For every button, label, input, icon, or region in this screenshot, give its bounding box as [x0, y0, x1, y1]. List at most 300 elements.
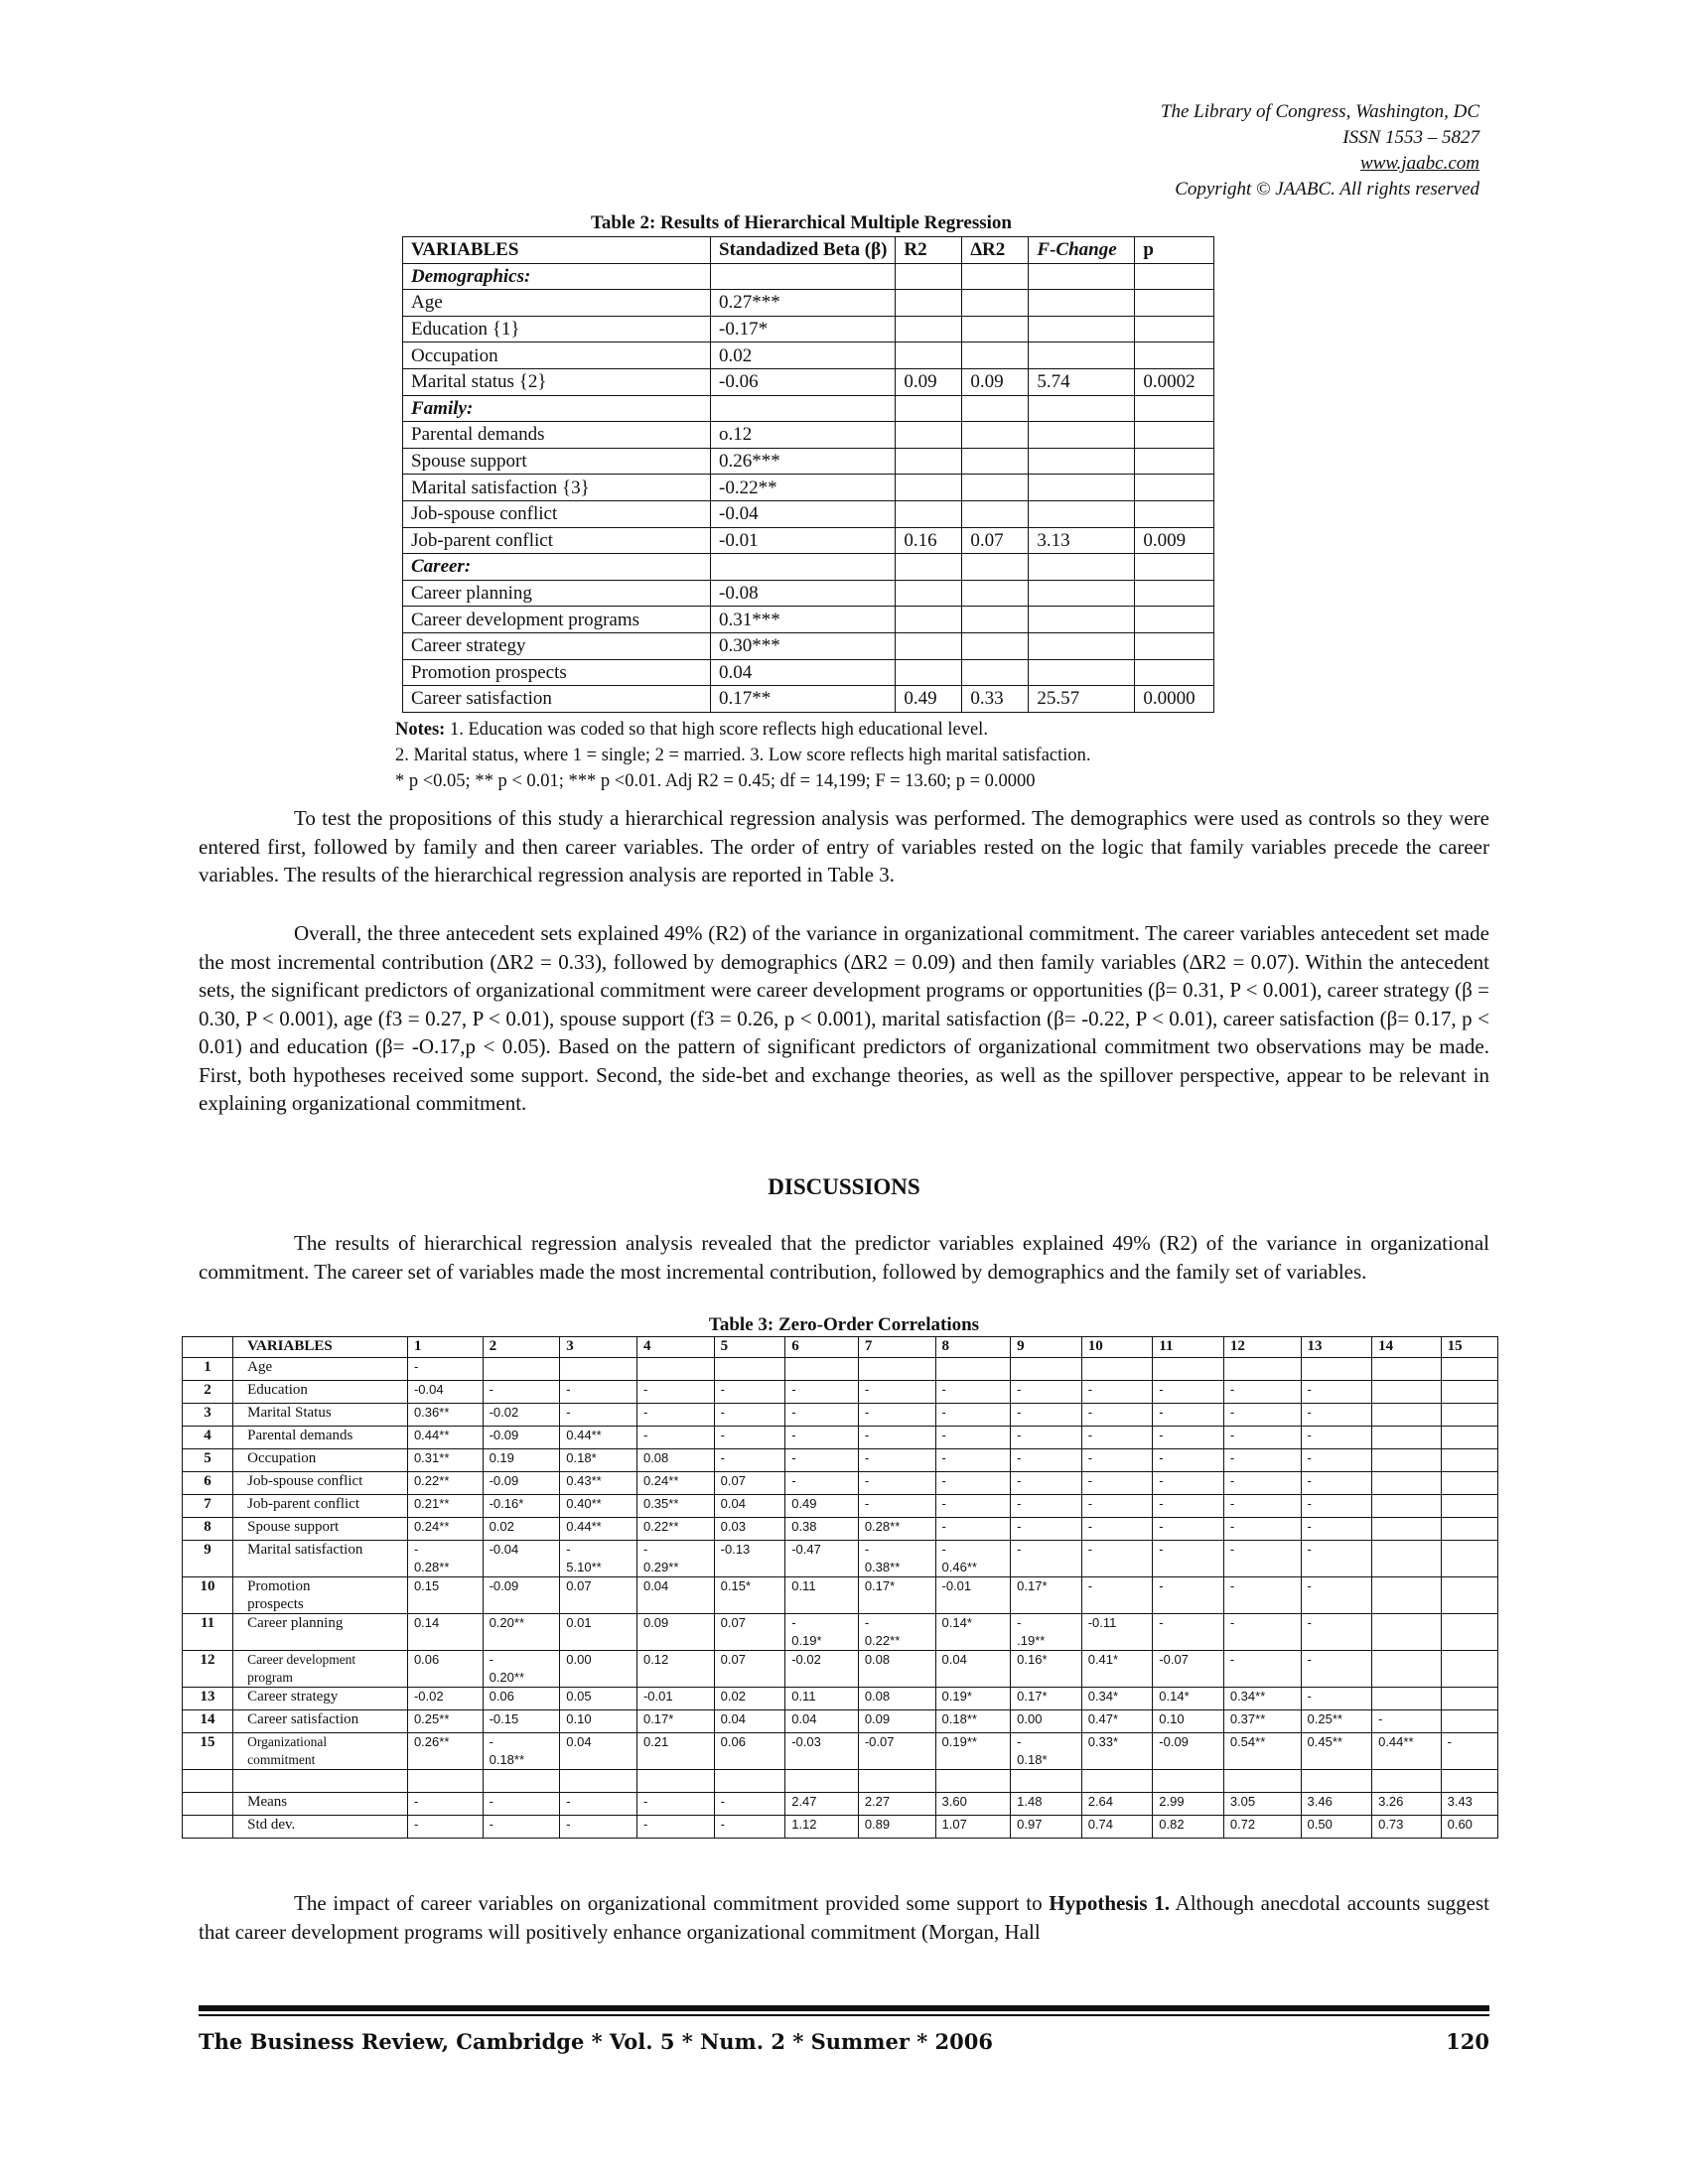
table3-value-cell [407, 1770, 483, 1793]
table3-value-cell: - 5.10** [560, 1541, 637, 1577]
table3-value-cell: 0.06 [407, 1651, 483, 1688]
table3-variable-name: Spouse support [233, 1518, 408, 1541]
table2-cell [896, 395, 962, 422]
table3-value-cell: - [1223, 1427, 1301, 1449]
table3-value-cell: 0.73 [1372, 1816, 1442, 1839]
table2-cell [1135, 554, 1214, 581]
table3-value-cell [1153, 1770, 1224, 1793]
table3-value-cell [636, 1358, 714, 1381]
table2-cell [962, 580, 1029, 607]
table3-value-cell: - 0.29** [636, 1541, 714, 1577]
table2-cell [896, 448, 962, 475]
table3-value-cell [1223, 1358, 1301, 1381]
table2-cell: 0.02 [711, 342, 896, 369]
table3-value-cell: - [1081, 1495, 1153, 1518]
table3-value-cell: - [1153, 1381, 1224, 1404]
table3-value-cell: -0.13 [714, 1541, 785, 1577]
table2-cell [1135, 395, 1214, 422]
table3-value-cell: - [1223, 1577, 1301, 1614]
table3-value-cell: 0.97 [1011, 1816, 1082, 1839]
table2-cell [896, 316, 962, 342]
table2-cell [711, 554, 896, 581]
table3-value-cell: 0.00 [560, 1651, 637, 1688]
table2-cell: 0.0000 [1135, 686, 1214, 713]
table2-cell: 0.33 [962, 686, 1029, 713]
table3-row-number: 15 [183, 1733, 233, 1770]
table2-row [403, 448, 1214, 475]
table3-value-cell: - [1301, 1651, 1372, 1688]
table3-value-cell: 0.14* [935, 1614, 1011, 1651]
table3-value-cell: - .19** [1011, 1614, 1082, 1651]
table2-row [403, 342, 1214, 369]
table3-value-cell: 0.44** [407, 1427, 483, 1449]
table3-value-cell: 0.04 [714, 1710, 785, 1733]
table2-header-cell: R2 [896, 237, 962, 264]
table3-value-cell: -0.07 [858, 1733, 935, 1770]
table3-value-cell: - [560, 1381, 637, 1404]
header-line-1: The Library of Congress, Washington, DC [1160, 101, 1479, 122]
table3-value-cell: - [1153, 1449, 1224, 1472]
table3-value-cell: - [1372, 1710, 1442, 1733]
table2-cell: 0.0002 [1135, 368, 1214, 395]
table3-header-cell: 8 [935, 1337, 1011, 1358]
correlation-table [182, 1336, 1498, 1839]
table2-cell [1135, 580, 1214, 607]
table3-value-cell [1372, 1381, 1442, 1404]
table3-value-cell: 0.43** [560, 1472, 637, 1495]
table3-row-number: 4 [183, 1427, 233, 1449]
table3-value-cell [858, 1358, 935, 1381]
table2-cell: -0.17* [711, 316, 896, 342]
table3-value-cell: - [407, 1816, 483, 1839]
table3-value-cell: -0.01 [935, 1577, 1011, 1614]
paragraph-1 [199, 804, 1489, 889]
table3-title: Table 3: Zero-Order Correlations [708, 1314, 980, 1335]
table3-row-number: 13 [183, 1688, 233, 1710]
table3-value-cell: - [636, 1427, 714, 1449]
table3-row-number: 12 [183, 1651, 233, 1688]
table3-variable-name: Career planning [233, 1614, 408, 1651]
table3-value-cell: 2.47 [785, 1793, 859, 1816]
table3-value-cell: - [858, 1404, 935, 1427]
table3-value-cell: 0.02 [483, 1518, 560, 1541]
table3-value-cell: 0.24** [636, 1472, 714, 1495]
table3-value-cell: - [560, 1793, 637, 1816]
table2-cell [1135, 422, 1214, 449]
table3-value-cell [1301, 1770, 1372, 1793]
table3-value-cell: - [1301, 1427, 1372, 1449]
table3-value-cell: 0.60 [1441, 1816, 1497, 1839]
table3-value-cell: -0.47 [785, 1541, 859, 1577]
table3-variable-name: Career satisfaction [233, 1710, 408, 1733]
table2-row [403, 607, 1214, 633]
note-1-text: 1. Education was coded so that high score reflects high educational level. [449, 720, 988, 740]
table2-cell: 5.74 [1029, 368, 1135, 395]
table3-value-cell: 0.22** [407, 1472, 483, 1495]
table3-value-cell: 0.36** [407, 1404, 483, 1427]
table2-cell [1135, 448, 1214, 475]
table3-value-cell: - [1081, 1577, 1153, 1614]
table2-cell [896, 422, 962, 449]
table2-cell: Career: [403, 554, 711, 581]
journal-header [1161, 99, 1479, 203]
table3-value-cell: -0.15 [483, 1710, 560, 1733]
table2-cell: Marital status {2} [403, 368, 711, 395]
table3-value-cell: 0.21 [636, 1733, 714, 1770]
table2-row [403, 500, 1214, 527]
table2-cell [1135, 659, 1214, 686]
table3-variable-name [233, 1770, 408, 1793]
table3-value-cell: 0.14 [407, 1614, 483, 1651]
table3-value-cell: - [636, 1381, 714, 1404]
table3-value-cell: - 0.38** [858, 1541, 935, 1577]
table3-value-cell: - [1081, 1404, 1153, 1427]
table3-header-cell: 15 [1441, 1337, 1497, 1358]
table2-row [403, 422, 1214, 449]
table2-notes [395, 717, 1091, 794]
table3-value-cell: 1.12 [785, 1816, 859, 1839]
table2-cell [896, 263, 962, 290]
table2-cell [1029, 607, 1135, 633]
table3-value-cell [935, 1770, 1011, 1793]
table3-value-cell: - [1011, 1381, 1082, 1404]
table3-value-cell: - [1223, 1495, 1301, 1518]
table2-cell [1135, 263, 1214, 290]
paragraph-4 [199, 1889, 1489, 1946]
table2-title: Table 2: Results of Hierarchical Multiple Regression [591, 212, 1012, 233]
table2-cell [1135, 342, 1214, 369]
table3-row [183, 1404, 1498, 1427]
table3-value-cell: - [1301, 1518, 1372, 1541]
table2-cell: Promotion prospects [403, 659, 711, 686]
table3-value-cell: - [1301, 1381, 1372, 1404]
table3-value-cell: 0.74 [1081, 1816, 1153, 1839]
table3-value-cell: - [714, 1816, 785, 1839]
paragraph-4-text-b: Although anecdotal accounts suggest that career development programs will positively enhance organizational commitment (Morgan, Hall [199, 1891, 1490, 1944]
table3-row [183, 1381, 1498, 1404]
table2-cell [896, 475, 962, 501]
table2-cell [962, 342, 1029, 369]
table2-cell [1029, 500, 1135, 527]
table3-value-cell: 1.07 [935, 1816, 1011, 1839]
table2-cell: -0.22** [711, 475, 896, 501]
table3-value-cell: 0.19** [935, 1733, 1011, 1770]
table3-value-cell [560, 1358, 637, 1381]
table2-header-cell: Standadized Beta (β) [711, 237, 896, 264]
table2-cell [1029, 263, 1135, 290]
table2-cell: 0.07 [962, 527, 1029, 554]
table3-row [183, 1495, 1498, 1518]
table2-cell [711, 263, 896, 290]
table2-cell: Age [403, 290, 711, 317]
table3-value-cell: - [785, 1427, 859, 1449]
table3-value-cell: 3.26 [1372, 1793, 1442, 1816]
table3-value-cell [1372, 1472, 1442, 1495]
table3-value-cell: - [1223, 1449, 1301, 1472]
table3-value-cell: - [935, 1381, 1011, 1404]
table3-header-cell: 5 [714, 1337, 785, 1358]
table2-header-row [403, 237, 1214, 264]
table2-cell: -0.01 [711, 527, 896, 554]
table2-row [403, 475, 1214, 501]
table2-row [403, 290, 1214, 317]
table3-value-cell: - [714, 1793, 785, 1816]
table3-value-cell [1081, 1770, 1153, 1793]
table3-value-cell [1372, 1427, 1442, 1449]
table2-cell: 0.09 [896, 368, 962, 395]
table3-value-cell [1372, 1358, 1442, 1381]
table2-cell [962, 475, 1029, 501]
table3-value-cell [1372, 1404, 1442, 1427]
table3-value-cell: -0.01 [636, 1688, 714, 1710]
table2-cell [1029, 448, 1135, 475]
table3-header-cell: 10 [1081, 1337, 1153, 1358]
table2-note-1 [395, 717, 1091, 743]
table2-cell: Career planning [403, 580, 711, 607]
table3-value-cell: -0.09 [1153, 1733, 1224, 1770]
table3-value-cell: - [560, 1404, 637, 1427]
table3-value-cell: 3.05 [1223, 1793, 1301, 1816]
table3-value-cell: - [636, 1793, 714, 1816]
table3-header-cell: 12 [1223, 1337, 1301, 1358]
table2-cell [896, 659, 962, 686]
table3-value-cell: - [483, 1793, 560, 1816]
table3-value-cell: - [1223, 1651, 1301, 1688]
table3-value-cell: - [1081, 1427, 1153, 1449]
table3-variable-name: Job-spouse conflict [233, 1472, 408, 1495]
table3-value-cell: 2.27 [858, 1793, 935, 1816]
table2-cell: 0.009 [1135, 527, 1214, 554]
table3-row-number: 14 [183, 1710, 233, 1733]
table2-cell [711, 395, 896, 422]
table3-value-cell: - [1153, 1427, 1224, 1449]
table3-value-cell: 0.28** [858, 1518, 935, 1541]
table3-value-cell: 0.89 [858, 1816, 935, 1839]
table3-value-cell: 0.04 [935, 1651, 1011, 1688]
table3-value-cell: -0.02 [407, 1688, 483, 1710]
table3-value-cell: 0.20** [483, 1614, 560, 1651]
table3-value-cell: - [1223, 1541, 1301, 1577]
table3-value-cell: 0.07 [714, 1614, 785, 1651]
table2-cell: 0.09 [962, 368, 1029, 395]
table3-value-cell: - [1301, 1449, 1372, 1472]
table3-value-cell: - [714, 1404, 785, 1427]
table3-value-cell: - [1301, 1541, 1372, 1577]
table3-value-cell [1081, 1358, 1153, 1381]
table2-cell [1135, 607, 1214, 633]
table3-row-number: 5 [183, 1449, 233, 1472]
table2-row [403, 263, 1214, 290]
table3-row [183, 1472, 1498, 1495]
table3-value-cell: - [935, 1404, 1011, 1427]
table3-value-cell [1441, 1358, 1497, 1381]
table3-value-cell: 3.46 [1301, 1793, 1372, 1816]
table3-variable-name: Promotion prospects [233, 1577, 408, 1614]
table3-value-cell [1441, 1381, 1497, 1404]
table2-cell: 0.49 [896, 686, 962, 713]
table2-cell [1029, 475, 1135, 501]
table3-value-cell: - [1011, 1495, 1082, 1518]
table2-cell: Career strategy [403, 632, 711, 659]
table3-value-cell: 0.38 [785, 1518, 859, 1541]
table3-header-cell: 3 [560, 1337, 637, 1358]
table2-row [403, 368, 1214, 395]
table3-value-cell: - [1153, 1404, 1224, 1427]
table2-cell: Spouse support [403, 448, 711, 475]
table2-row [403, 554, 1214, 581]
table3-value-cell: - [1153, 1518, 1224, 1541]
table2-cell: 3.13 [1029, 527, 1135, 554]
table3-value-cell [1441, 1614, 1497, 1651]
table3-value-cell: - [785, 1449, 859, 1472]
journal-url-link[interactable]: www.jaabc.com [1360, 153, 1479, 174]
table3-value-cell [1441, 1577, 1497, 1614]
regression-table [402, 236, 1214, 713]
table3-value-cell [1441, 1688, 1497, 1710]
table3-value-cell: - [1301, 1472, 1372, 1495]
table2-cell: 25.57 [1029, 686, 1135, 713]
table3-value-cell: - [714, 1427, 785, 1449]
table3-value-cell [785, 1770, 859, 1793]
table2-header-cell: VARIABLES [403, 237, 711, 264]
table3-value-cell: 0.04 [636, 1577, 714, 1614]
hypothesis-label: Hypothesis 1. [1049, 1891, 1170, 1915]
table3-value-cell [1372, 1688, 1442, 1710]
table2-cell [1135, 290, 1214, 317]
table2-cell: 0.31*** [711, 607, 896, 633]
table3-value-cell: -0.09 [483, 1577, 560, 1614]
table3-value-cell: - [858, 1381, 935, 1404]
table3-value-cell: 0.72 [1223, 1816, 1301, 1839]
table3-value-cell: - 0.22** [858, 1614, 935, 1651]
table3-value-cell: - [1011, 1427, 1082, 1449]
table3-value-cell: -0.09 [483, 1427, 560, 1449]
table2-cell [1029, 659, 1135, 686]
paragraph-4-text-a: The impact of career variables on organizational commitment provided some support to [294, 1891, 1050, 1915]
table2-cell: 0.04 [711, 659, 896, 686]
table2-cell [1029, 632, 1135, 659]
table2-cell: 0.26*** [711, 448, 896, 475]
footer-rule-thick [199, 2005, 1489, 2011]
table2-cell [896, 607, 962, 633]
table3-value-cell: 0.31** [407, 1449, 483, 1472]
table3-value-cell: 0.09 [858, 1710, 935, 1733]
table2-cell [962, 632, 1029, 659]
paragraph-1-text: To test the propositions of this study a hierarchical regression analysis was performed. The demographics were used as controls so they were entered first, followed by family and then career variables. The order of entry of variables rested on the logic that family variables precede the career variables. The results of the hierarchical regression analysis are reported in Table 3. [199, 806, 1489, 887]
table3-value-cell: 0.08 [858, 1688, 935, 1710]
table2-cell [962, 290, 1029, 317]
table3-value-cell: 0.09 [636, 1614, 714, 1651]
table3-value-cell: - [785, 1381, 859, 1404]
table3-value-cell [1441, 1404, 1497, 1427]
table3-value-cell: 0.17* [1011, 1577, 1082, 1614]
paragraph-3 [199, 1229, 1489, 1286]
table3-variable-name: Age [233, 1358, 408, 1381]
table3-row-number: 7 [183, 1495, 233, 1518]
table3-row-number: 1 [183, 1358, 233, 1381]
table3-value-cell: -0.04 [483, 1541, 560, 1577]
table3-value-cell [1441, 1449, 1497, 1472]
table3-value-cell: -0.16* [483, 1495, 560, 1518]
table3-value-cell: 0.17* [1011, 1688, 1082, 1710]
table3-value-cell: 0.11 [785, 1688, 859, 1710]
table2-cell: Career satisfaction [403, 686, 711, 713]
table3-value-cell: - [1153, 1614, 1224, 1651]
table2-row [403, 395, 1214, 422]
table3-value-cell: 0.01 [560, 1614, 637, 1651]
table3-row [183, 1518, 1498, 1541]
notes-label: Notes: [395, 720, 446, 740]
table2-cell [1029, 554, 1135, 581]
table3-value-cell: 0.82 [1153, 1816, 1224, 1839]
paragraph-2-text: Overall, the three antecedent sets explained 49% (R2) of the variance in organizational commitment. The career variables antecedent set made the most incremental contribution (∆R2 = 0.33), followed by demographics (∆R2 = 0.09) and then family variables (∆R2 = 0.07). Within the antecedent sets, the significant predictors of organizational commitment were career development programs or opportunities (β= 0.31, P < 0.001), career strategy (β = 0.30, P < 0.001), age (f3 = 0.27, P < 0.01), spouse support (f3 = 0.26, p < 0.001), marital satisfaction (β= -0.22, P < 0.01), career satisfaction (β= 0.17, p < 0.01) and education (β= -O.17,p < 0.05). Based on the pattern of significant predictors of organizational commitment two observations may be made. First, both hypotheses received some support. Second, the side-bet and exchange theories, as well as the spillover perspective, appear to be relevant in explaining organizational commitment. [199, 921, 1489, 1115]
table3-row [183, 1816, 1498, 1839]
table2-cell: 0.16 [896, 527, 962, 554]
table2-row [403, 316, 1214, 342]
page-number: 120 [1446, 2029, 1489, 2054]
table3-value-cell: 0.34* [1081, 1688, 1153, 1710]
table2-cell: Parental demands [403, 422, 711, 449]
table3-value-cell: 0.04 [785, 1710, 859, 1733]
table3-value-cell: - [1301, 1404, 1372, 1427]
table3-value-cell: - [1301, 1614, 1372, 1651]
table3-value-cell: - [1223, 1472, 1301, 1495]
table3-value-cell: 0.10 [560, 1710, 637, 1733]
table3-header-cell: 7 [858, 1337, 935, 1358]
table3-variable-name: Std dev. [233, 1816, 408, 1839]
table3-value-cell [858, 1770, 935, 1793]
table3-value-cell: 0.40** [560, 1495, 637, 1518]
table2-cell [896, 632, 962, 659]
table3-variable-name: Career development program [233, 1651, 408, 1688]
table3-value-cell: - [1223, 1404, 1301, 1427]
table3-value-cell: - [1011, 1404, 1082, 1427]
table3-value-cell: - [935, 1449, 1011, 1472]
table3-value-cell: - [1153, 1495, 1224, 1518]
table3-header-cell: 6 [785, 1337, 859, 1358]
table3-value-cell: 0.37** [1223, 1710, 1301, 1733]
table3-value-cell: 0.54** [1223, 1733, 1301, 1770]
table2-cell [1135, 632, 1214, 659]
table3-row-number: 11 [183, 1614, 233, 1651]
table3-row-number: 10 [183, 1577, 233, 1614]
table3-row-number [183, 1793, 233, 1816]
table3-value-cell: - [1081, 1541, 1153, 1577]
table2-cell [1135, 316, 1214, 342]
table2-header-cell: ∆R2 [962, 237, 1029, 264]
table3-row [183, 1710, 1498, 1733]
table3-row [183, 1427, 1498, 1449]
table3-value-cell: - [1011, 1541, 1082, 1577]
table3-value-cell: 1.48 [1011, 1793, 1082, 1816]
table2-cell [962, 554, 1029, 581]
table2-cell: Education {1} [403, 316, 711, 342]
table3-variable-name: Parental demands [233, 1427, 408, 1449]
table3-value-cell: - [1223, 1614, 1301, 1651]
table3-variable-name: Career strategy [233, 1688, 408, 1710]
table2-cell: Job-spouse conflict [403, 500, 711, 527]
table3-value-cell: - [1153, 1541, 1224, 1577]
table2-cell [896, 580, 962, 607]
table2-cell [1029, 290, 1135, 317]
table3-value-cell: 0.06 [714, 1733, 785, 1770]
table3-value-cell: 0.08 [636, 1449, 714, 1472]
table3-value-cell [483, 1770, 560, 1793]
table3-value-cell: - [935, 1472, 1011, 1495]
table3-value-cell: 0.19* [935, 1688, 1011, 1710]
table3-value-cell: 0.18* [560, 1449, 637, 1472]
table3-value-cell: - [1081, 1472, 1153, 1495]
